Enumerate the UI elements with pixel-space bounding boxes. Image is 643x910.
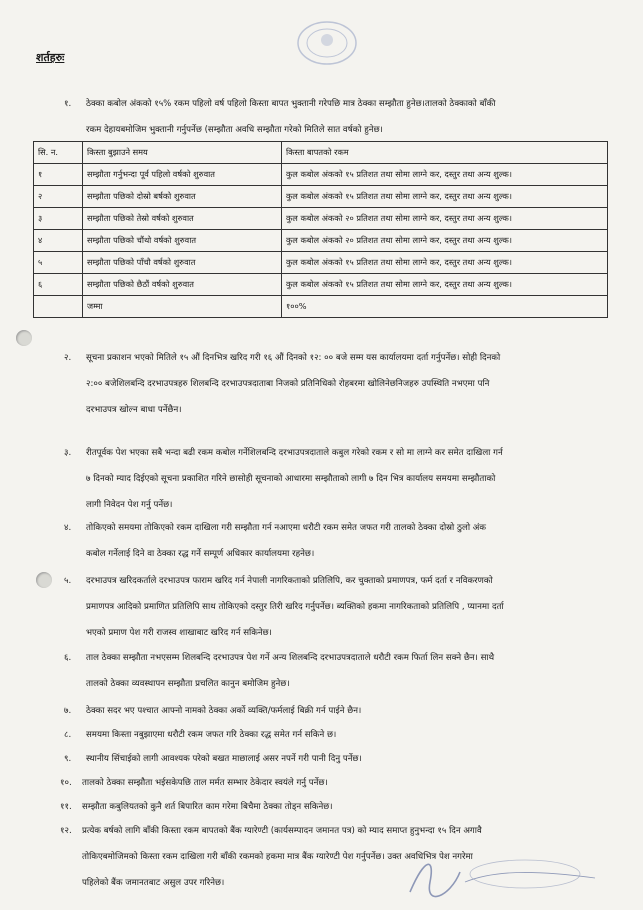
clause-line: प्रत्येक बर्षको लागि बाँकी किस्ता रकम बापतको बैंक ग्यारेण्टी (कार्यसम्पादन जमानत पत्र) को म्याद समाप्त हुनुभन्दा १५ दिन अगावै xyxy=(82,826,482,836)
clause-number: १०. xyxy=(60,778,72,788)
table-cell: ५ xyxy=(34,252,83,274)
table-cell: कुल कबोल अंकको १५ प्रतिशत तथा सोमा लाग्ने कर, दस्तुर तथा अन्य शुल्क। xyxy=(282,274,608,296)
clause-number: २. xyxy=(64,353,72,363)
clause-line: लागी निवेदन पेश गर्नु पर्नेछ। xyxy=(86,500,173,510)
clause-number: ९. xyxy=(64,754,72,764)
punch-hole xyxy=(36,572,52,588)
clause-line: भएको प्रमाण पेश गरी राजस्व शाखाबाट खरिद गर्न सकिनेछ। xyxy=(86,628,272,638)
clause-line: ७ दिनको म्याद दिईएको सूचना प्रकाशित गरिने छासोही सूचनाको आधारमा सम्झौताको लागी ७ दिन भित्र कार्यालय समयमा सम्झौताको xyxy=(86,474,496,484)
table-cell: सम्झौता पछिको पाँचौ वर्षको शुरुवात xyxy=(83,252,282,274)
conditions-heading: शर्तहरुः xyxy=(36,51,65,64)
clause-line: तोकिएबमोजिमको किस्ता रकम दाखिला गरी बाँकी रकमको हकमा मात्र बैंक ग्यारेण्टी पेश गर्नुपर्नेछ। उक्त अवधिभित्र पेश नगरेमा xyxy=(82,852,473,862)
clause-line: दरभाउपत्र खरिदकर्ताले दरभाउपत्र फाराम खरिद गर्न नेपाली नागरिकताको प्रतिलिपि, कर चुक्ताको प्रमाणपत्र, फर्म दर्ता र नविकरणको xyxy=(86,576,493,586)
table-cell: ४ xyxy=(34,230,83,252)
table-cell: कुल कबोल अंकको १५ प्रतिशत तथा सोमा लाग्ने कर, दस्तुर तथा अन्य शुल्क। xyxy=(282,164,608,186)
table-cell: १ xyxy=(34,164,83,186)
table-row xyxy=(34,274,608,296)
table-cell: सम्झौता पछिको छैठौं वर्षको शुरुवात xyxy=(83,274,282,296)
table-row xyxy=(34,186,608,208)
table-cell: २ xyxy=(34,186,83,208)
clause-line: तोकिएको समयमा तोकिएको रकम दाखिला गरी सम्झौता गर्न नआएमा धरौटी रकम समेत जफत गरी तालको ठेक्का दोस्रो ठुलो अंक xyxy=(86,523,486,533)
clause-line: ठेक्का कबोल अंकको १५% रकम पहिलो वर्ष पहिलो किस्ता बापत भुक्तानी गरेपछि मात्र ठेक्का सम्झौता हुनेछ।तालको ठेक्काको बाँकी xyxy=(86,99,496,109)
clause-line: समयमा किस्ता नबुझाएमा धरौटी रकम जफत गरि ठेक्का रद्ध समेत गर्न सकिने छ। xyxy=(86,730,337,740)
table-total-row xyxy=(34,296,608,318)
clause-line: तालको ठेक्का व्यवस्थापन सम्झौता प्रचलित कानुन बमोजिम हुनेछ। xyxy=(86,679,290,689)
clause-number: ११. xyxy=(60,802,72,812)
clause-line: कबोल गर्नेलाई दिने वा ठेक्का रद्ध गर्ने सम्पूर्ण अधिकार कार्यालयमा रहनेछ। xyxy=(86,549,315,559)
table-cell: कुल कबोल अंकको १५ प्रतिशत तथा सोमा लाग्ने कर, दस्तुर तथा अन्य शुल्क। xyxy=(282,186,608,208)
table-cell: ३ xyxy=(34,208,83,230)
punch-hole xyxy=(16,330,32,346)
clause-line: ठेक्का सदर भए पश्चात आफ्नो नामको ठेक्का अर्को व्यक्ति/फर्मलाई बिक्री गर्न पाईने छैन। xyxy=(86,706,362,716)
table-cell: सम्झौता गर्नुभन्दा पूर्व पहिलो वर्षको शुरुवात xyxy=(83,164,282,186)
table-cell: सम्झौता पछिको दोस्रो बर्षको शुरुवात xyxy=(83,186,282,208)
clause-number: ४. xyxy=(64,523,72,533)
clause-line: पहिलेको बैंक जमानतबाट असुल उपर गरिनेछ। xyxy=(82,878,225,888)
table-cell: ६ xyxy=(34,274,83,296)
table-cell: १००% xyxy=(282,296,608,318)
clause-line: रकम देहायबमोजिम भुक्तानी गर्नुपर्नेछ (सम्झौता अवधि सम्झौता गरेको मितिले सात वर्षको हुनेछ। xyxy=(86,125,383,135)
table-cell xyxy=(34,296,83,318)
table-row xyxy=(34,252,608,274)
clause-number: ६. xyxy=(64,653,72,663)
table-header: सि. न. xyxy=(34,142,83,164)
clause-line: दरभाउपत्र खोल्न बाधा पर्नेछैन। xyxy=(86,405,182,415)
clause-number: ७. xyxy=(64,706,72,716)
clause-line: स्थानीय सिंचाईको लागी आवश्यक परेको बखत माछालाई असर नपर्ने गरी पानी दिनु पर्नेछ। xyxy=(86,754,362,764)
table-row xyxy=(34,164,608,186)
office-seal-icon xyxy=(296,20,358,66)
table-header: किस्ता बापतको रकम xyxy=(282,142,608,164)
clause-line: २:०० बजेशिलबन्दि दरभाउपत्रहरु शिलबन्दि दरभाउपत्रदाताबा निजको प्रतिनिधिको रोहबरमा खोलिनेछनिजहरु उपस्थिति नभएमा पनि xyxy=(86,379,490,389)
clause-number: ८. xyxy=(64,730,72,740)
table-cell: जम्मा xyxy=(83,296,282,318)
table-cell: कुल कबोल अंकको २० प्रतिशत तथा सोमा लाग्ने कर, दस्तुर तथा अन्य शुल्क। xyxy=(282,208,608,230)
clause-line: प्रमाणपत्र आदिको प्रमाणित प्रतिलिपि साथ तोकिएको दस्तुर तिरी खरिद गर्नुपर्नेछ। ब्यक्तिको हकमा नागरिकताको प्रतिलिपि , प्यानमा दर्ता xyxy=(86,602,504,612)
clause-line: तालको ठेक्का सम्झौता भईसकेपछि ताल मर्मत सम्भार ठेकेदार स्वयंले गर्नु पर्नेछ। xyxy=(82,778,328,788)
table-row xyxy=(34,230,608,252)
clause-number: १२. xyxy=(60,826,72,836)
table-cell: सम्झौता पछिको तेस्रो वर्षको शुरुवात xyxy=(83,208,282,230)
table-row xyxy=(34,208,608,230)
clause-number: ५. xyxy=(64,576,72,586)
clause-number: १. xyxy=(64,99,72,109)
installment-table xyxy=(33,141,608,318)
table-cell: कुल कबोल अंकको २० प्रतिशत तथा सोमा लाग्ने कर, दस्तुर तथा अन्य शुल्क। xyxy=(282,230,608,252)
table-cell: कुल कबोल अंकको १५ प्रतिशत तथा सोमा लाग्ने कर, दस्तुर तथा अन्य शुल्क। xyxy=(282,252,608,274)
table-cell: सम्झौता पछिको चौंथो वर्षको शुरुवात xyxy=(83,230,282,252)
clause-number: ३. xyxy=(64,448,72,458)
clause-line: ताल ठेक्का सम्झौता नभएसम्म शिलबन्दि दरभाउपत्र पेश गर्ने अन्य शिलबन्दि दरभाउपत्रदाताले धरौटी रकम फिर्ता लिन सक्ने छैन। साथै xyxy=(86,653,495,663)
signature-stamp-icon xyxy=(405,852,605,902)
clause-line: सम्झौता कबुलियतको कुनै शर्त बिपारित काम गरेमा बिचैमा ठेक्का तोड्न सकिनेछ। xyxy=(82,802,333,812)
table-header-row xyxy=(34,142,608,164)
clause-line: रीतपूर्वक पेश भएका सबै भन्दा बढी रकम कबोल गर्नेशिलबन्दि दरभाउपत्रदाताले कबुल गरेको रकम र सो मा लाग्ने कर समेत दाखिला गर्न xyxy=(86,448,503,458)
table-header: किस्ता बुझाउने समय xyxy=(83,142,282,164)
clause-line: सूचना प्रकाशन भएको मितिले १५ औं दिनभित्र खरिद गरी १६ औं दिनको १२: ०० बजे सम्म यस कार्यालयमा दर्ता गर्नुपर्नेछ। सोही दिनको xyxy=(86,353,501,363)
